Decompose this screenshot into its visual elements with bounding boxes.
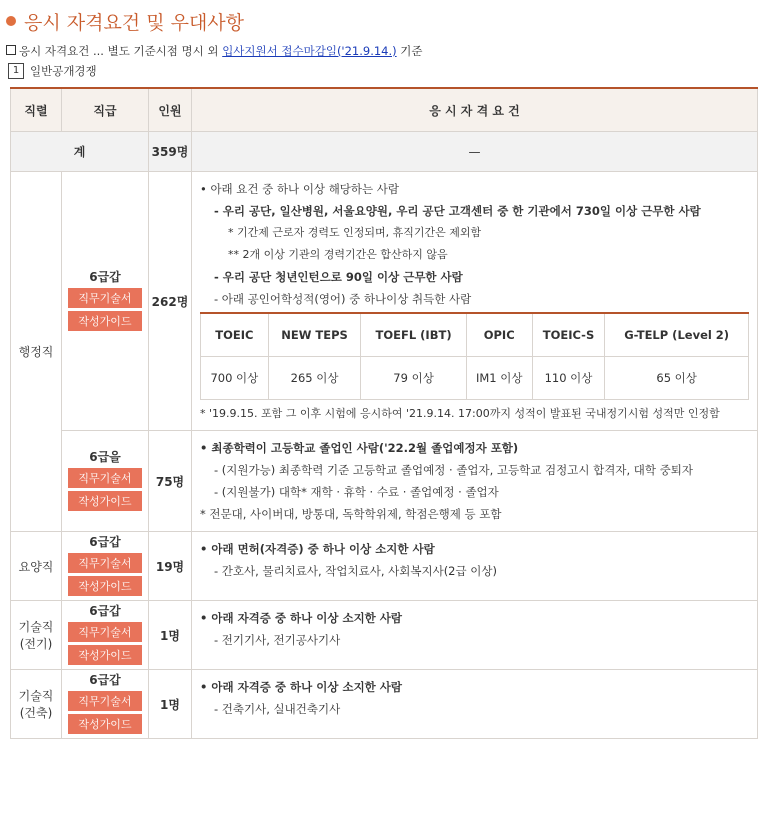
table-row: [11, 431, 758, 532]
checkbox-square-icon: [6, 45, 16, 55]
job-description-button[interactable]: 직무기술서: [68, 468, 142, 488]
req-line: - 우리 공단 청년인턴으로 90일 이상 근무한 사람: [214, 270, 463, 284]
count-cell: 19명: [149, 532, 192, 601]
req-line: - 아래 공인어학성적(영어) 중 하나이상 취득한 사람: [214, 292, 472, 306]
job-admin: 행정직: [11, 172, 62, 532]
requirement-cell: [192, 670, 758, 739]
total-row: [11, 132, 758, 172]
total-count: 359명: [149, 132, 192, 172]
req-line: * 전문대, 사이버대, 방통대, 독학학위제, 학점은행제 등 포함: [200, 507, 502, 521]
req-line: ** 2개 이상 기관의 경력기간은 합산하지 않음: [228, 248, 448, 261]
test-name: TOEIC-S: [532, 313, 605, 357]
req-line: • 아래 자격증 중 하나 이상 소지한 사람: [200, 611, 403, 625]
requirement-cell: [192, 431, 758, 532]
job-tech-architecture: [11, 670, 62, 739]
job-description-button[interactable]: 직무기술서: [68, 691, 142, 711]
grade-label: 6급을: [89, 450, 121, 464]
writing-guide-button[interactable]: 작성가이드: [68, 491, 142, 511]
req-line: • 아래 면허(자격증) 중 하나 이상 소지한 사람: [200, 542, 435, 556]
note-prefix: 응시 자격요건 ... 별도 기준시점 명시 외: [19, 44, 223, 58]
table-row: [11, 172, 758, 431]
job-line: 기술직: [18, 620, 54, 634]
writing-guide-button[interactable]: 작성가이드: [68, 645, 142, 665]
grade-cell: [62, 670, 149, 739]
table-row: [11, 601, 758, 670]
deadline-link[interactable]: 입사지원서 접수마감일('21.9.14.): [222, 44, 397, 58]
header-requirements: 응 시 자 격 요 건: [192, 88, 758, 132]
job-line: (건축): [19, 706, 53, 720]
test-score: 65 이상: [605, 357, 749, 400]
language-score-table: [200, 312, 749, 400]
req-footnote: * '19.9.15. 포함 그 이후 시험에 응시하여 '21.9.14. 17:00까지 성적이 발표된 국내정기시험 성적만 인정함: [200, 407, 720, 420]
count-cell: 1명: [149, 670, 192, 739]
writing-guide-button[interactable]: 작성가이드: [68, 714, 142, 734]
req-line: - 전기기사, 전기공사기사: [214, 633, 341, 647]
req-line: - 간호사, 물리치료사, 작업치료사, 사회복지사(2급 이상): [214, 564, 497, 578]
job-tech-electric: [11, 601, 62, 670]
score-header-row: [201, 313, 749, 357]
test-score: IM1 이상: [466, 357, 532, 400]
count-cell: 75명: [149, 431, 192, 532]
job-description-button[interactable]: 직무기술서: [68, 622, 142, 642]
bullet-dot-icon: [6, 16, 16, 26]
grade-label: 6급갑: [89, 270, 121, 284]
test-name: TOEIC: [201, 313, 269, 357]
count-cell: 262명: [149, 172, 192, 431]
job-line: 기술직: [18, 689, 54, 703]
test-score: 700 이상: [201, 357, 269, 400]
total-req: —: [192, 132, 758, 172]
requirement-cell: [192, 601, 758, 670]
grade-cell: [62, 172, 149, 431]
subsection-heading: [0, 59, 768, 79]
note-suffix: 기준: [396, 44, 423, 58]
grade-cell: [62, 601, 149, 670]
test-score: 265 이상: [268, 357, 361, 400]
requirement-cell: [192, 172, 758, 431]
header-job: 직렬: [11, 88, 62, 132]
table-row: [11, 532, 758, 601]
req-line: - (지원가능) 최종학력 기준 고등학교 졸업예정 · 졸업자, 고등학교 검정고시 합격자, 대학 중퇴자: [214, 463, 693, 477]
subsection-label: 일반공개경쟁: [30, 64, 97, 78]
req-line: - (지원불가) 대학* 재학 · 휴학 · 수료 · 졸업예정 · 졸업자: [214, 485, 499, 499]
test-score: 79 이상: [361, 357, 466, 400]
count-cell: 1명: [149, 601, 192, 670]
table-row: [11, 670, 758, 739]
test-name: NEW TEPS: [268, 313, 361, 357]
req-line: * 기간제 근로자 경력도 인정되며, 휴직기간은 제외함: [228, 226, 482, 239]
test-score: 110 이상: [532, 357, 605, 400]
job-description-button[interactable]: 직무기술서: [68, 288, 142, 308]
requirements-table: [10, 87, 758, 739]
criteria-note: [0, 36, 768, 59]
req-line: • 아래 자격증 중 하나 이상 소지한 사람: [200, 680, 403, 694]
job-nursing: 요양직: [11, 532, 62, 601]
header-grade: 직급: [62, 88, 149, 132]
section-title: [0, 0, 768, 36]
test-name: G-TELP (Level 2): [605, 313, 749, 357]
job-description-button[interactable]: 직무기술서: [68, 553, 142, 573]
requirement-cell: [192, 532, 758, 601]
grade-cell: [62, 532, 149, 601]
req-line: - 건축기사, 실내건축기사: [214, 702, 341, 716]
table-header-row: [11, 88, 758, 132]
grade-label: 6급갑: [89, 673, 121, 687]
req-line: • 최종학력이 고등학교 졸업인 사람('22.2월 졸업예정자 포함): [200, 441, 519, 455]
subsection-number: 1: [8, 63, 24, 79]
grade-label: 6급갑: [89, 604, 121, 618]
score-value-row: [201, 357, 749, 400]
total-label: 계: [11, 132, 149, 172]
test-name: TOEFL (IBT): [361, 313, 466, 357]
grade-label: 6급갑: [89, 535, 121, 549]
page-title: 응시 자격요건 및 우대사항: [24, 11, 245, 34]
header-count: 인원: [149, 88, 192, 132]
grade-cell: [62, 431, 149, 532]
writing-guide-button[interactable]: 작성가이드: [68, 576, 142, 596]
job-line: (전기): [19, 637, 53, 651]
test-name: OPIC: [466, 313, 532, 357]
req-line: • 아래 요건 중 하나 이상 해당하는 사람: [200, 182, 400, 196]
req-line: - 우리 공단, 일산병원, 서울요양원, 우리 공단 고객센터 중 한 기관에서 730일 이상 근무한 사람: [214, 204, 701, 218]
writing-guide-button[interactable]: 작성가이드: [68, 311, 142, 331]
